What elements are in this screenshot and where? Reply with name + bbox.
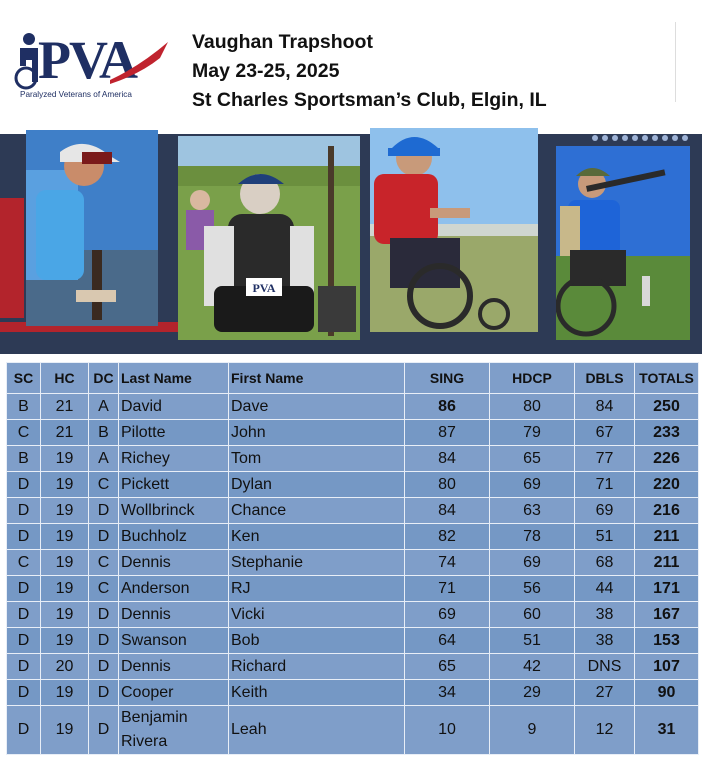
cell-last: Wollbrinck	[119, 498, 229, 524]
cell-sc: C	[7, 420, 41, 446]
cell-dbls: DNS	[575, 654, 635, 680]
cell-sing: 64	[405, 628, 490, 654]
table-row	[7, 420, 699, 446]
event-info	[192, 28, 547, 115]
cell-hc: 20	[41, 654, 89, 680]
table-row	[7, 706, 699, 755]
cell-last: Buchholz	[119, 524, 229, 550]
cell-hdcp: 29	[490, 680, 575, 706]
cell-hdcp: 56	[490, 576, 575, 602]
cell-dc: A	[89, 394, 119, 420]
cell-sing: 65	[405, 654, 490, 680]
cell-total: 153	[635, 628, 699, 654]
logo-wordmark: PVA	[38, 30, 137, 90]
logo-swoosh-icon	[110, 36, 170, 86]
table-row	[7, 394, 699, 420]
cell-last: Dennis	[119, 654, 229, 680]
table-row	[7, 524, 699, 550]
cell-hdcp: 69	[490, 472, 575, 498]
cell-first: RJ	[229, 576, 405, 602]
pva-logo	[14, 28, 170, 108]
cell-sing: 86	[405, 394, 490, 420]
cell-sing: 74	[405, 550, 490, 576]
cell-dc: D	[89, 628, 119, 654]
cell-hc: 19	[41, 446, 89, 472]
cell-sing: 82	[405, 524, 490, 550]
band-red-accent	[0, 198, 24, 318]
cell-first: Leah	[229, 706, 405, 755]
cell-hdcp: 9	[490, 706, 575, 755]
cell-hc: 19	[41, 680, 89, 706]
cell-dbls: 77	[575, 446, 635, 472]
cell-dc: D	[89, 680, 119, 706]
cell-dc: D	[89, 498, 119, 524]
cell-hc: 21	[41, 420, 89, 446]
cell-hdcp: 80	[490, 394, 575, 420]
cell-total: 211	[635, 524, 699, 550]
cell-dc: D	[89, 654, 119, 680]
table-row	[7, 472, 699, 498]
cell-first: Chance	[229, 498, 405, 524]
photo-shooter-cap	[26, 130, 158, 326]
cell-first: Keith	[229, 680, 405, 706]
cell-dbls: 38	[575, 602, 635, 628]
cell-dbls: 12	[575, 706, 635, 755]
table-row	[7, 576, 699, 602]
cell-sing: 71	[405, 576, 490, 602]
header-dbls: DBLS	[575, 363, 635, 394]
cell-dbls: 68	[575, 550, 635, 576]
photo-shooter-wheelchair-back	[178, 136, 360, 340]
cell-hdcp: 63	[490, 498, 575, 524]
event-location: St Charles Sportsman’s Club, Elgin, IL	[192, 89, 547, 111]
event-dates: May 23-25, 2025	[192, 60, 340, 82]
cell-total: 220	[635, 472, 699, 498]
cell-first: Tom	[229, 446, 405, 472]
cell-hdcp: 65	[490, 446, 575, 472]
header-sing: SING	[405, 363, 490, 394]
header-sc: SC	[7, 363, 41, 394]
table-row	[7, 550, 699, 576]
cell-first: Richard	[229, 654, 405, 680]
cell-first: John	[229, 420, 405, 446]
cell-first: Dave	[229, 394, 405, 420]
cell-sc: B	[7, 394, 41, 420]
cell-dc: C	[89, 576, 119, 602]
header	[0, 0, 702, 128]
decorative-dots	[592, 128, 692, 142]
cell-dbls: 84	[575, 394, 635, 420]
cell-dbls: 27	[575, 680, 635, 706]
cell-hc: 19	[41, 628, 89, 654]
cell-total: 226	[635, 446, 699, 472]
cell-first: Ken	[229, 524, 405, 550]
cell-first: Dylan	[229, 472, 405, 498]
cell-dbls: 71	[575, 472, 635, 498]
header-last-name: Last Name	[119, 363, 229, 394]
cell-total: 216	[635, 498, 699, 524]
cell-hc: 21	[41, 394, 89, 420]
cell-dbls: 67	[575, 420, 635, 446]
cell-dc: D	[89, 524, 119, 550]
cell-last: Pilotte	[119, 420, 229, 446]
table-row	[7, 602, 699, 628]
cell-total: 90	[635, 680, 699, 706]
cell-dc: B	[89, 420, 119, 446]
cell-sing: 34	[405, 680, 490, 706]
photo-shooter-aiming	[556, 146, 690, 340]
cell-last: David	[119, 394, 229, 420]
cell-hdcp: 69	[490, 550, 575, 576]
cell-total: 167	[635, 602, 699, 628]
cell-last: Benjamin Rivera	[119, 706, 229, 755]
cell-last: Cooper	[119, 680, 229, 706]
cell-total: 107	[635, 654, 699, 680]
cell-hdcp: 79	[490, 420, 575, 446]
cell-hdcp: 60	[490, 602, 575, 628]
cell-sing: 84	[405, 446, 490, 472]
cell-hdcp: 51	[490, 628, 575, 654]
cell-sing: 87	[405, 420, 490, 446]
cell-first: Bob	[229, 628, 405, 654]
header-dc: DC	[89, 363, 119, 394]
table-row	[7, 498, 699, 524]
cell-last: Dennis	[119, 550, 229, 576]
cell-sc: D	[7, 576, 41, 602]
cell-hc: 19	[41, 706, 89, 755]
header-hc: HC	[41, 363, 89, 394]
cell-last: Swanson	[119, 628, 229, 654]
cell-dc: A	[89, 446, 119, 472]
table-header-row	[7, 363, 699, 394]
header-totals: TOTALS	[635, 363, 699, 394]
results-table	[6, 362, 698, 755]
photo-shooter-blue-cap	[370, 128, 538, 332]
cell-dc: C	[89, 472, 119, 498]
header-first-name: First Name	[229, 363, 405, 394]
cell-sing: 10	[405, 706, 490, 755]
cell-hc: 19	[41, 602, 89, 628]
cell-hc: 19	[41, 576, 89, 602]
cell-hc: 19	[41, 550, 89, 576]
cell-total: 31	[635, 706, 699, 755]
cell-hc: 19	[41, 498, 89, 524]
cell-sc: D	[7, 680, 41, 706]
photo-pva-badge: PVA	[252, 281, 276, 295]
cell-sc: D	[7, 524, 41, 550]
table-row	[7, 680, 699, 706]
cell-dc: D	[89, 706, 119, 755]
cell-dbls: 44	[575, 576, 635, 602]
cell-last: Pickett	[119, 472, 229, 498]
cell-sc: D	[7, 628, 41, 654]
cell-total: 250	[635, 394, 699, 420]
cell-total: 211	[635, 550, 699, 576]
cell-dc: D	[89, 602, 119, 628]
cell-last: Richey	[119, 446, 229, 472]
cell-total: 171	[635, 576, 699, 602]
table-row	[7, 628, 699, 654]
cell-sc: D	[7, 602, 41, 628]
cell-hdcp: 42	[490, 654, 575, 680]
table-row	[7, 446, 699, 472]
header-divider	[675, 22, 676, 102]
cell-dc: C	[89, 550, 119, 576]
logo-tagline: Paralyzed Veterans of America	[20, 90, 132, 99]
cell-last: Anderson	[119, 576, 229, 602]
cell-sc: D	[7, 498, 41, 524]
cell-sc: C	[7, 550, 41, 576]
cell-first: Vicki	[229, 602, 405, 628]
cell-sing: 69	[405, 602, 490, 628]
header-hdcp: HDCP	[490, 363, 575, 394]
cell-total: 233	[635, 420, 699, 446]
cell-sing: 80	[405, 472, 490, 498]
cell-hdcp: 78	[490, 524, 575, 550]
photo-band	[0, 128, 702, 360]
cell-sc: D	[7, 654, 41, 680]
cell-sc: D	[7, 706, 41, 755]
cell-dbls: 51	[575, 524, 635, 550]
table-row	[7, 654, 699, 680]
cell-hc: 19	[41, 524, 89, 550]
cell-sc: B	[7, 446, 41, 472]
event-name: Vaughan Trapshoot	[192, 31, 373, 53]
cell-first: Stephanie	[229, 550, 405, 576]
cell-hc: 19	[41, 472, 89, 498]
cell-dbls: 69	[575, 498, 635, 524]
cell-last: Dennis	[119, 602, 229, 628]
cell-dbls: 38	[575, 628, 635, 654]
cell-sc: D	[7, 472, 41, 498]
cell-sing: 84	[405, 498, 490, 524]
